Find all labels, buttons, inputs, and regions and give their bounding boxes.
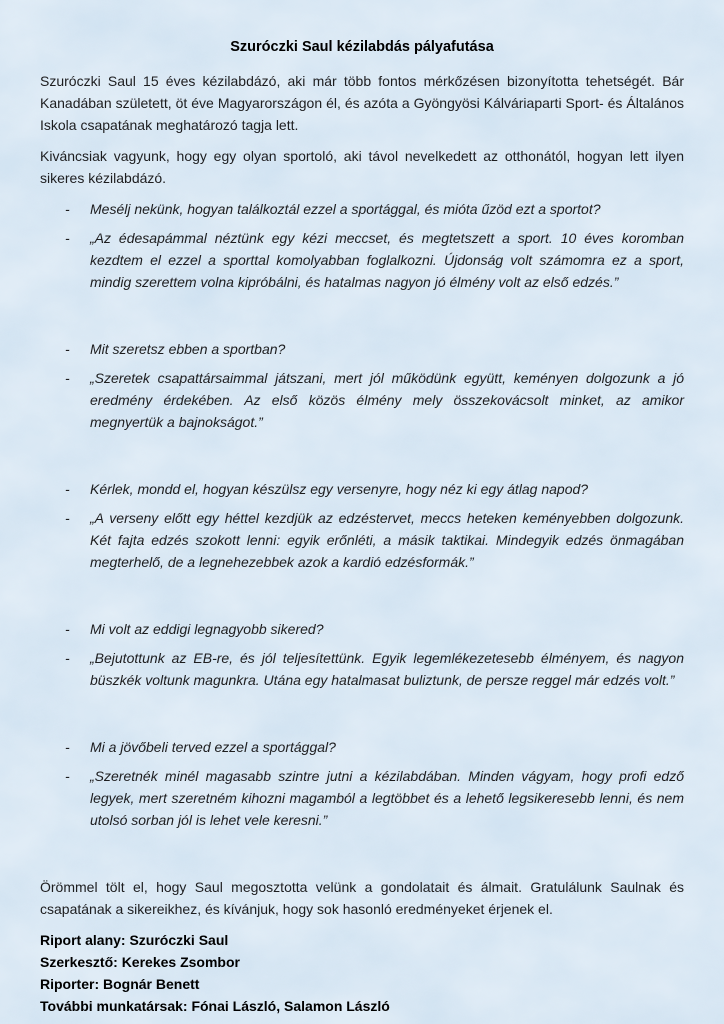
- answer-text: „Szeretek csapattársaimmal játszani, mert jól működünk együtt, keményen dolgozunk a jó eredmény érdekében. Az első közös élmény mely összekovácsolt minket, az amikor megnyertük a bajnokságot.”: [90, 370, 684, 430]
- question-text: Mi volt az eddigi legnagyobb sikered?: [90, 621, 324, 637]
- interview-answer: [40, 367, 684, 433]
- list-dash-marker: -: [65, 510, 70, 526]
- interview-answer: [40, 227, 684, 293]
- closing-paragraph: Örömmel tölt el, hogy Saul megosztotta velünk a gondolatait és álmait. Gratulálunk Saulnak és csapatának a sikereikhez, és kívánjuk, hogy sok hasonló eredményeket érjenek el.: [40, 879, 684, 917]
- qa-pair: [40, 478, 684, 573]
- list-dash-marker: -: [65, 370, 70, 386]
- page-title: Szuróczki Saul kézilabdás pályafutása: [230, 39, 494, 55]
- list-dash-marker: -: [65, 481, 70, 497]
- interview-question: [40, 198, 684, 220]
- interview-question: [40, 338, 684, 360]
- answer-text: „Szeretnék minél magasabb szintre jutni a kézilabdában. Minden vágyam, hogy profi edző legyek, mert szeretném kihozni magamból a legtöbbet és a lehető legsikeresebb lenni, és nem utolsó sorban jól is lehet vele keresni.”: [90, 768, 684, 828]
- list-dash-marker: -: [65, 650, 70, 666]
- list-dash-marker: -: [65, 621, 70, 637]
- credits-block: [40, 929, 684, 1017]
- credit-reporter: Riporter: Bognár Benett: [40, 976, 200, 992]
- answer-text: „Bejutottunk az EB-re, és jól teljesítettünk. Egyik legemlékezetesebb élményem, és nagyon büszkék voltunk magunkra. Utána egy hatalmasat buliztunk, de persze reggel már edzés volt.”: [90, 650, 684, 688]
- qa-pair: [40, 338, 684, 433]
- question-text: Mit szeretsz ebben a sportban?: [90, 341, 286, 357]
- credit-collaborators: További munkatársak: Fónai László, Salamon László: [40, 998, 390, 1014]
- list-dash-marker: -: [65, 768, 70, 784]
- qa-pair: [40, 198, 684, 293]
- intro-paragraph-1: Szuróczki Saul 15 éves kézilabdázó, aki már több fontos mérkőzésen bizonyította tehetségét. Bár Kanadában született, öt éve Magyarországon él, és azóta a Gyöngyösi Kálváriaparti Sport- és Általános Iskola csapatának meghatározó tagja lett.: [40, 73, 684, 133]
- answer-text: „A verseny előtt egy héttel kezdjük az edzéstervet, meccs heteken keményebben dolgozunk. Két fajta edzés szokott lenni: egyik erőnléti, a másik taktikai. Mindegyik edzés önmagában megterhelő, de a legnehezebbek azok a kardió edzésformák.”: [90, 510, 684, 570]
- interview-question: [40, 736, 684, 758]
- interview-question: [40, 478, 684, 500]
- list-dash-marker: -: [65, 201, 70, 217]
- question-text: Mi a jövőbeli terved ezzel a sportággal?: [90, 739, 336, 755]
- credit-subject: Riport alany: Szuróczki Saul: [40, 932, 229, 948]
- qa-pair: [40, 618, 684, 691]
- list-dash-marker: -: [65, 341, 70, 357]
- interview-answer: [40, 647, 684, 691]
- credit-editor: Szerkesztő: Kerekes Zsombor: [40, 954, 240, 970]
- interview-answer: [40, 765, 684, 831]
- question-text: Kérlek, mondd el, hogyan készülsz egy versenyre, hogy néz ki egy átlag napod?: [90, 481, 589, 497]
- list-dash-marker: -: [65, 739, 70, 755]
- question-text: Mesélj nekünk, hogyan találkoztál ezzel a sportággal, és mióta űzöd ezt a sportot?: [90, 201, 601, 217]
- answer-text: „Az édesapámmal néztünk egy kézi meccset, és megtetszett a sport. 10 éves koromban kezdtem el ezzel a sporttal komolyabban foglalkozni. Újdonság volt számomra ez a sport, mindig szerettem volna kipróbálni, és hatalmas nagyon jó élmény volt az első edzés.”: [90, 230, 684, 290]
- qa-pair: [40, 736, 684, 831]
- interview-answer: [40, 507, 684, 573]
- interview-question: [40, 618, 684, 640]
- intro-paragraph-2: Kiváncsiak vagyunk, hogy egy olyan sportoló, aki távol nevelkedett az otthonától, hogyan lett ilyen sikeres kézilabdázó.: [40, 148, 684, 186]
- list-dash-marker: -: [65, 230, 70, 246]
